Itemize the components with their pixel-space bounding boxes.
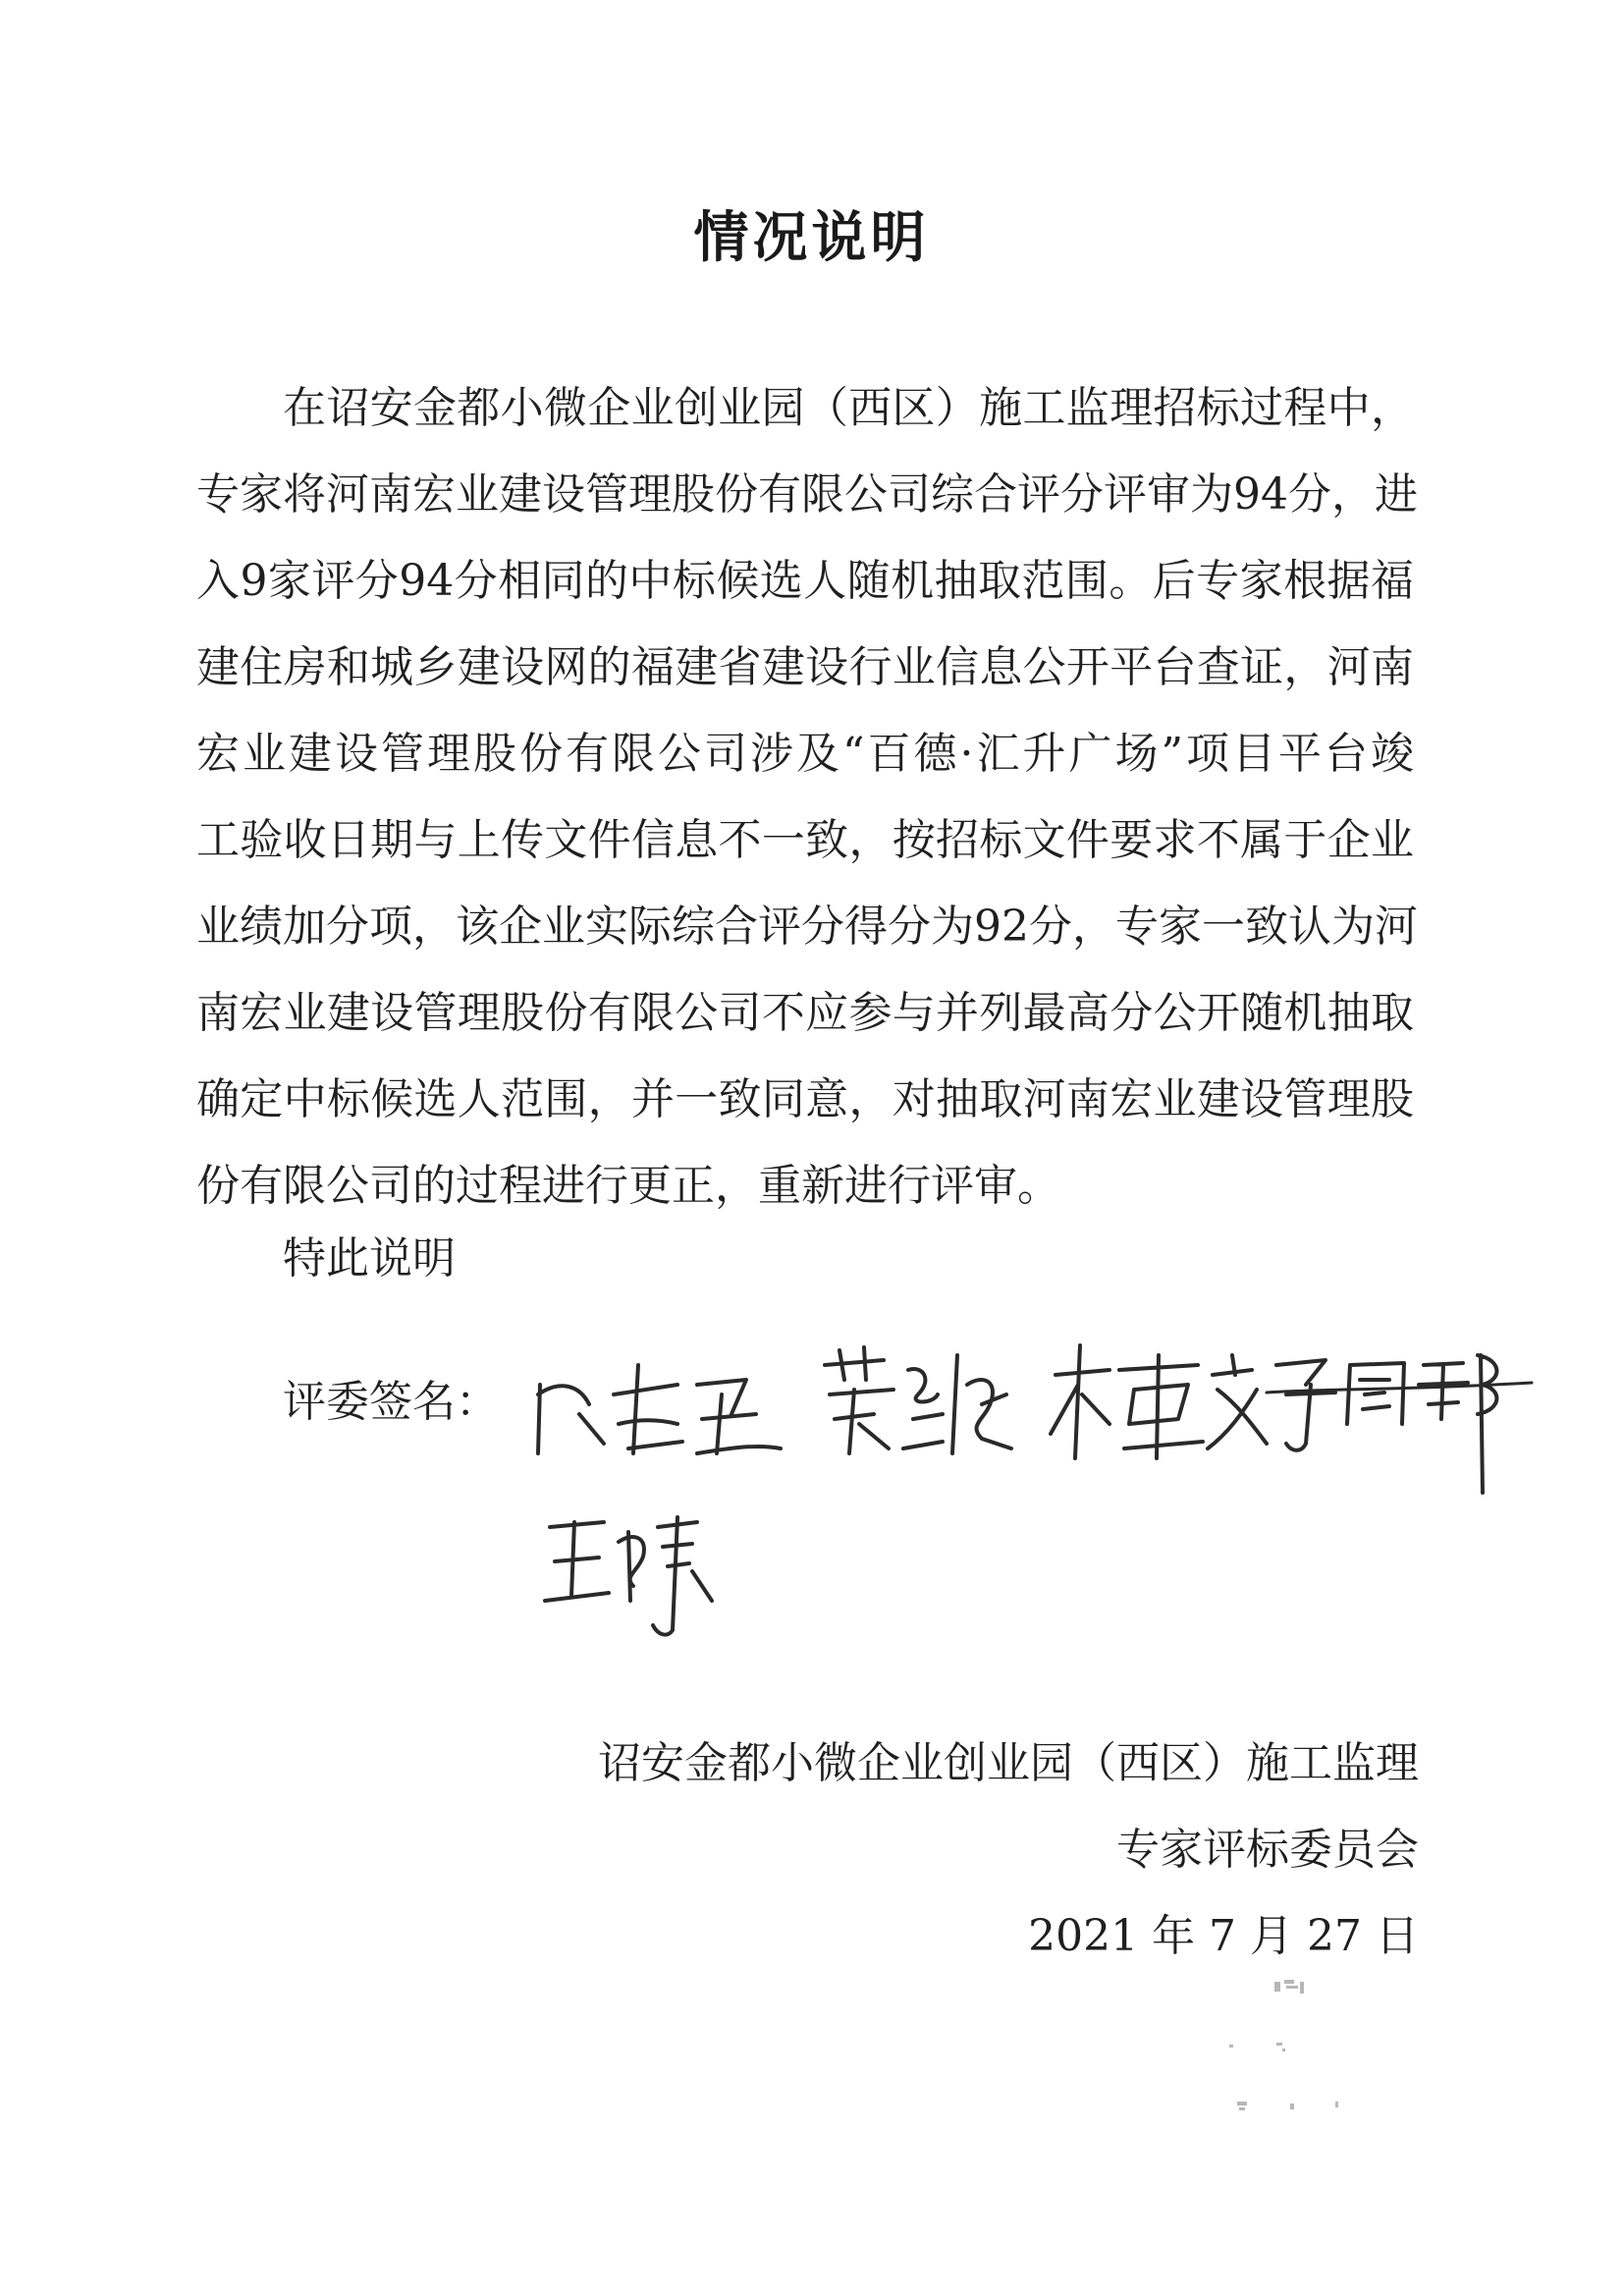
paragraph-line: 专家将河南宏业建设管理股份有限公司综合评分评审为94分，进 [196, 469, 1418, 519]
paragraph-line: 在诏安金都小微企业创业园（西区）施工监理招标过程中， [283, 383, 1414, 433]
handwritten-signatures [520, 1326, 1551, 1650]
signature-strokes [520, 1326, 1551, 1650]
paragraph-line: 南宏业建设管理股份有限公司不应参与并列最高分公开随机抽取 [196, 988, 1414, 1038]
paragraph-line: 份有限公司的过程进行更正，重新进行评审。 [196, 1161, 1060, 1211]
issuer-committee: 专家评标委员会 [1116, 1825, 1419, 1875]
signature-4 [1267, 1355, 1532, 1493]
closing-remark: 特此说明 [283, 1233, 456, 1284]
explanation-paragraph [196, 365, 1418, 1230]
issuer-organization: 诏安金都小微企业创业园（西区）施工监理 [598, 1738, 1419, 1788]
signature-label: 评委签名： [283, 1377, 499, 1427]
paragraph-line: 业绩加分项，该企业实际综合评分得分为92分，专家一致认为河 [196, 902, 1418, 952]
signature-1 [538, 1365, 781, 1453]
issuing-committee [598, 1721, 1419, 1980]
document-title: 情况说明 [693, 205, 930, 270]
signature-3 [1051, 1345, 1267, 1458]
paragraph-line: 建住房和城乡建设网的福建省建设行业信息公开平台查证，河南 [196, 642, 1414, 692]
paragraph-line: 工验收日期与上传文件信息不一致，按招标文件要求不属于企业 [196, 815, 1414, 865]
paragraph-line: 入9家评分94分相同的中标候选人随机抽取范围。后专家根据福 [196, 556, 1414, 606]
paragraph-line: 确定中标候选人范围，并一致同意，对抽取河南宏业建设管理股 [196, 1074, 1414, 1124]
signature-2 [825, 1347, 1011, 1453]
signature-5 [545, 1517, 712, 1635]
faded-stamp-residue [1217, 1974, 1414, 2151]
document-date: 2021 年 7 月 27 日 [1028, 1911, 1419, 1961]
paragraph-line: 宏业建设管理股份有限公司涉及“百德·汇升广场”项目平台竣 [196, 729, 1414, 779]
